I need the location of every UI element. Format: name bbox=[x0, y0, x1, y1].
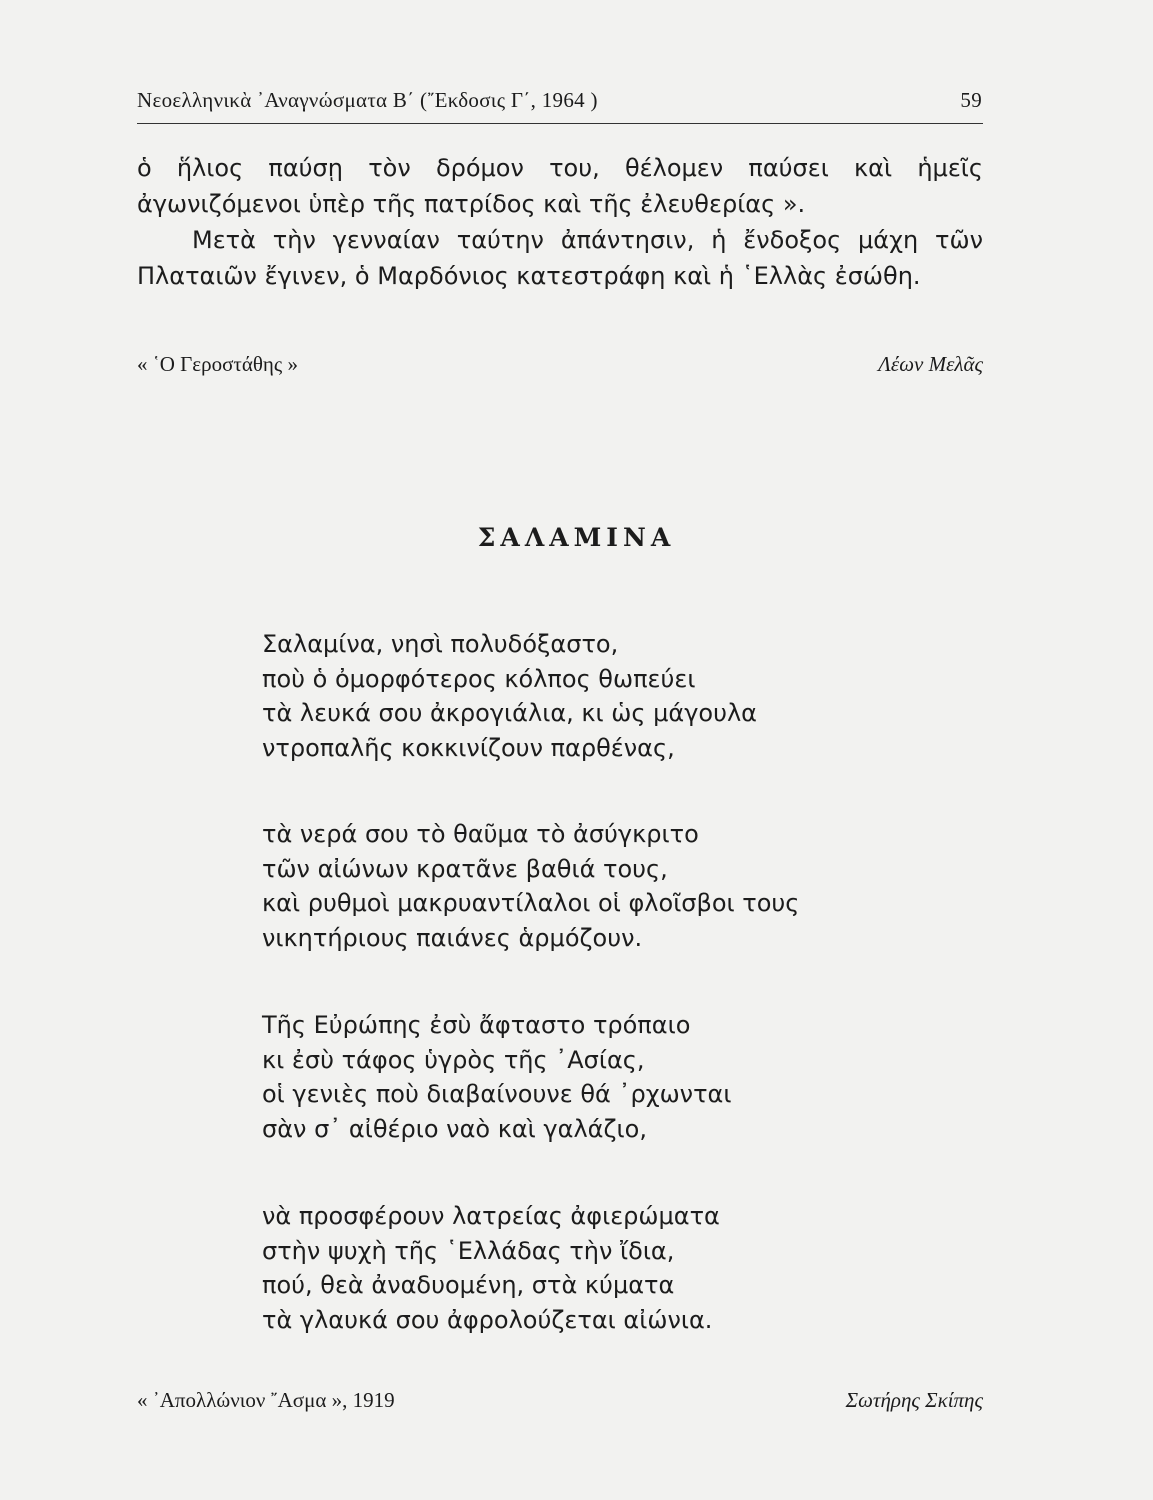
poem-line: Σαλαμίνα, νησὶ πολυδόξαστο, bbox=[262, 630, 619, 658]
poem-line: νὰ προσφέρουν λατρείας ἀφιερώματα bbox=[262, 1202, 720, 1230]
author-name: Σωτήρης Σκίπης bbox=[845, 1388, 983, 1412]
poem-line: σὰν σ᾿ αἰθέριο ναὸ καὶ γαλάζιο, bbox=[262, 1114, 647, 1143]
poem-line: τὰ νερά σου τὸ θαῦμα τὸ ἀσύγκριτο bbox=[262, 820, 699, 848]
poem-line: ντροπαλῆς κοκκινίζουν παρθένας, bbox=[262, 733, 675, 762]
poem-line: τῶν αἰώνων κρατᾶνε βαθιά τους, bbox=[262, 854, 668, 883]
poem-line: πού, θεὰ ἀναδυομένη, στὰ κύματα bbox=[262, 1271, 675, 1299]
poem-line: τὰ λευκά σου ἀκρογιάλια, κι ὡς μάγουλα bbox=[262, 699, 757, 727]
source-title: « ῾Ο Γεροστάθης » bbox=[137, 352, 298, 376]
prose-block bbox=[137, 150, 983, 294]
page-number: 59 bbox=[960, 88, 982, 112]
running-title: Νεοελληνικὰ ᾿Αναγνώσματα Β΄ (῎Εκδοσις Γ΄, 1964 ) bbox=[137, 88, 598, 112]
poem-line: στὴν ψυχὴ τῆς ῾Ελλάδας τὴν ἴδια, bbox=[262, 1236, 675, 1265]
poem-line: νικητήριους παιάνες ἁρμόζουν. bbox=[262, 923, 643, 952]
author-name: Λέων Μελᾶς bbox=[878, 352, 983, 376]
poem-stanza bbox=[262, 817, 799, 955]
poem-line: ποὺ ὁ ὀμορφότερος κόλπος θωπεύει bbox=[262, 664, 696, 693]
poem-stanza bbox=[262, 627, 757, 765]
running-header bbox=[137, 88, 982, 113]
poem-line: οἱ γενιὲς ποὺ διαβαίνουνε θά ᾿ρχωνται bbox=[262, 1080, 732, 1108]
poem-line: κι ἐσὺ τάφος ὑγρὸς τῆς ᾿Ασίας, bbox=[262, 1045, 645, 1074]
prose-paragraph: Μετὰ τὴν γενναίαν ταύτην ἀπάντησιν, ἡ ἔνδοξος μάχη τῶν Πλαταιῶν ἔγινεν, ὁ Μαρδόνιος κατεστράφη καὶ ἡ ῾Ελλὰς ἐσώθη. bbox=[137, 226, 983, 290]
poem-stanza bbox=[262, 1199, 720, 1337]
poem-stanza bbox=[262, 1008, 731, 1146]
header-rule bbox=[137, 123, 983, 124]
poem-title: ΣΑΛΑΜΙΝΑ bbox=[477, 523, 676, 552]
poem-line: καὶ ρυθμοὶ μακρυαντίλαλοι οἱ φλοῖσβοι τους bbox=[262, 889, 800, 917]
prose-paragraph: ὁ ἥλιος παύσῃ τὸν δρόμον του, θέλομεν παύσει καὶ ἡμεῖς ἀγωνιζόμενοι ὑπὲρ τῆς πατρίδος καὶ τῆς ἐλευθερίας ». bbox=[137, 154, 983, 218]
poem-line: Τῆς Εὐρώπης ἐσὺ ἄφταστο τρόπαιο bbox=[262, 1011, 691, 1039]
source-title: « ᾿Απολλώνιον ῎Ασμα », 1919 bbox=[137, 1388, 395, 1412]
poem-line: τὰ γλαυκά σου ἀφρολούζεται αἰώνια. bbox=[262, 1305, 713, 1334]
